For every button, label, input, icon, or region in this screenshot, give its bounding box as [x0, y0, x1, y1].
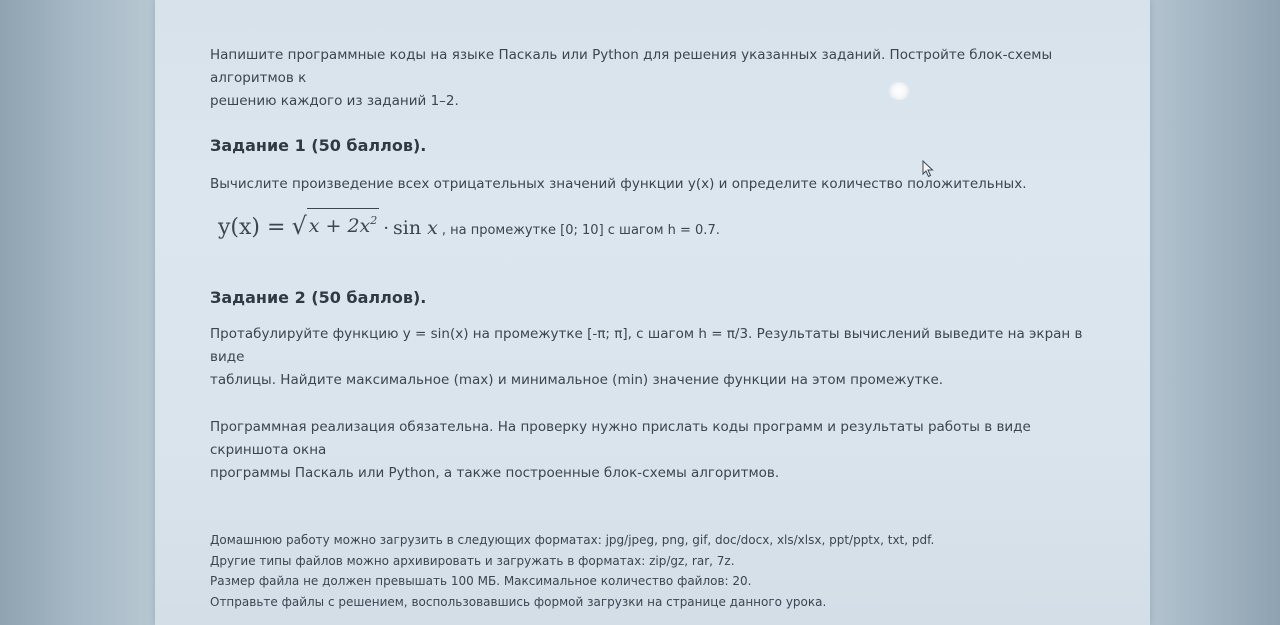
- intro-line-1: Напишите программные коды на языке Паскаль или Python для решения указанных заданий. Постройте блок-схемы алгоритмов к: [210, 47, 1053, 86]
- sqrt-icon: √: [291, 212, 307, 240]
- note-submit: Отправьте файлы с решением, воспользовавшись формой загрузки на странице данного урока.: [210, 594, 827, 609]
- formula-var: x: [427, 217, 438, 239]
- formula-sqrt: [291, 208, 379, 238]
- intro-text: [210, 44, 1100, 113]
- note-formats: Домашнюю работу можно загрузить в следующих форматах: jpg/jpeg, png, gif, doc/docx, xls/xlsx, ppt/pptx, txt, pdf.: [210, 533, 935, 547]
- upload-notes: [210, 530, 934, 612]
- formula-tail-text: , на промежутке [0; 10] с шагом h = 0.7.: [441, 223, 720, 238]
- formula-dot: ·: [383, 218, 389, 239]
- task1-formula: [218, 208, 438, 240]
- formula-lhs: y(x) =: [218, 215, 286, 240]
- assignment-content: [210, 44, 1100, 609]
- implementation-line-2: программы Паскаль или Python, а также построенные блок-схемы алгоритмов.: [210, 465, 780, 481]
- task2-line-2: таблицы. Найдите максимальное (max) и минимальное (min) значение функции на этом промежутке.: [210, 372, 944, 388]
- implementation-text: [210, 416, 1100, 485]
- formula-radicand: $x + 2x^2$: [307, 208, 380, 238]
- screen-glare: [887, 82, 911, 100]
- note-archives: Другие типы файлов можно архивировать и загружать в форматах: zip/gz, rar, 7z.: [210, 553, 735, 568]
- note-size-limit: Размер файла не должен превышать 100 МБ. Максимальное количество файлов: 20.: [210, 574, 752, 588]
- task1-formula-row: [218, 208, 720, 240]
- intro-line-2: решению каждого из заданий 1–2.: [210, 93, 459, 109]
- implementation-line-1: Программная реализация обязательна. На проверку нужно прислать коды программ и результаты работы в виде скриншота окна: [210, 419, 1031, 458]
- task1-title: Задание 1 (50 баллов).: [210, 136, 427, 155]
- formula-exponent: 2: [370, 214, 378, 227]
- task1-text: Вычислите произведение всех отрицательных значений функции y(x) и определите количество положительных.: [210, 176, 1027, 192]
- mouse-pointer-icon: [922, 160, 934, 178]
- assignment-page: [155, 0, 1150, 625]
- task2-text: [210, 323, 1100, 392]
- formula-sin: sin x: [393, 217, 438, 239]
- task2-title: Задание 2 (50 баллов).: [210, 288, 427, 307]
- task2-line-1: Протабулируйте функцию y = sin(x) на промежутке [-π; π], с шагом h = π/3. Результаты вычислений выведите на экран в виде: [210, 326, 1083, 365]
